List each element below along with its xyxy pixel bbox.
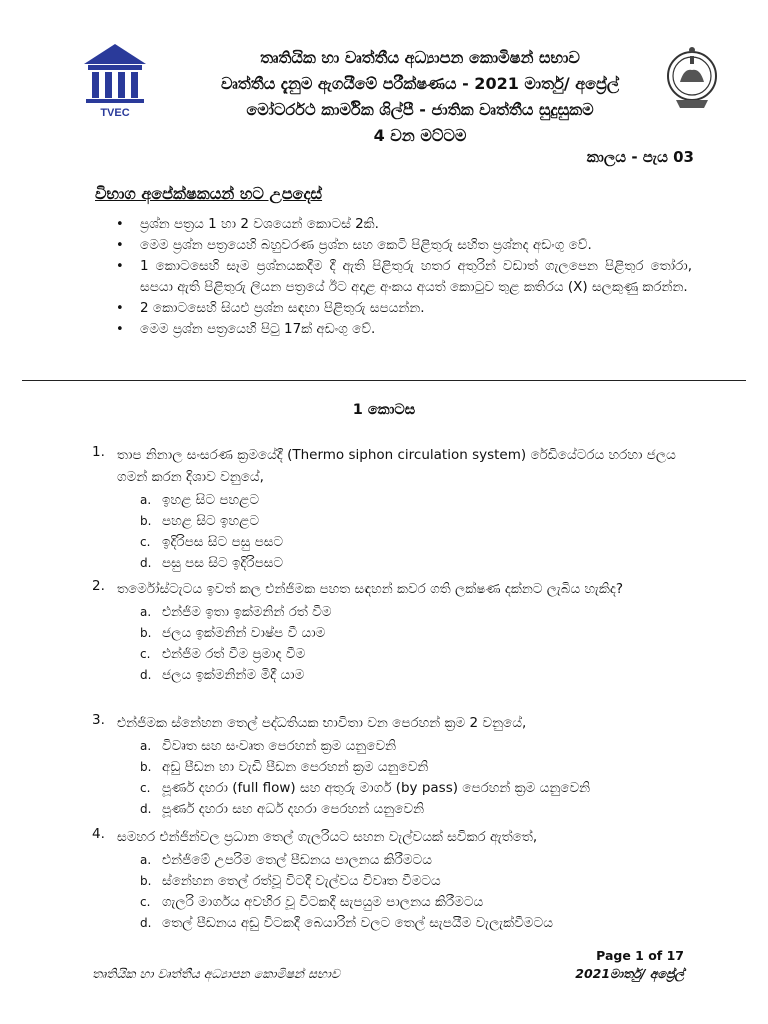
header-line-2: වෘත්තීය දැනුම ඇගයීමේ පරීක්ෂණය - 2021 මාර්තු/ අප්‍රේල්	[220, 74, 620, 93]
option: b. පහළ සිට ඉහළට	[140, 513, 260, 529]
header-line-1: තෘතියික හා වෘත්තීය අධ්‍යාපන කොමිෂන් සභාව	[260, 48, 580, 67]
option: d. පූර්ණ දහරා සහ අර්ධ දහරා පෙරහන් යනුවෙනි	[140, 801, 425, 817]
question-1	[92, 444, 702, 574]
question-number: 1.	[92, 444, 105, 460]
question-3	[92, 712, 702, 820]
option: b. අඩු පීඩන හා වැඩි පීඩන පෙරහන් ක්‍රම යනුවෙනි	[140, 759, 429, 775]
option: d. පසු පස සිට ඉදිරිපසට	[140, 555, 284, 571]
question-text: තර්මෝස්ටැටය ඉවත් කල එන්ජිමක පහත සඳහන් කවර ගති ලක්ෂණ දක්නට ලැබිය හැකිද?	[117, 581, 624, 597]
option: c. පූර්ණ දහරා (full flow) සහ අතුරු මාර්ග (by pass) පෙරහන් ක්‍රම යනුවෙනි	[140, 780, 591, 796]
question-number: 4.	[92, 826, 105, 842]
option: a. එන්ජිම ඉතා ඉක්මනින් රත් වීම	[140, 604, 332, 620]
option: b. ජලය ඉක්මනින් වාෂ්ප වී යාම	[140, 625, 326, 641]
logo-text: TVEC	[100, 107, 130, 119]
instructions-list	[112, 214, 692, 340]
question-number: 3.	[92, 712, 105, 728]
bullet-icon: •	[116, 238, 124, 253]
option: b. ස්නේහන තෙල් රත්වූ විටදී වැල්වය විවෘත වීමටය	[140, 873, 441, 889]
option: c. ඉදිරිපස සිට පසු පසට	[140, 534, 284, 550]
options-list	[92, 602, 702, 686]
options-list	[92, 850, 702, 934]
options-list	[92, 490, 702, 574]
header-line-4: 4 වන මට්ටම	[373, 126, 467, 145]
question-number: 2.	[92, 578, 105, 594]
option: d. තෙල් පීඩනය අඩු විටකදී බෙයාරින් වලට තෙල් සැපයීම වැලැක්වීමටය	[140, 915, 553, 931]
footer-date: 2021මාර්තු/ අප්‍රේල්	[575, 966, 684, 981]
instructions-title: විභාග අපේක්ෂකයන් හට උපදෙස්	[95, 184, 323, 203]
question-text: තාප නිනාල සංසරණ ක්‍රමයේදී (Thermo siphon circulation system) රේඩියේටරය හරහා ජලය ගමන් කරන දිශාව වනුයේ,	[117, 447, 676, 485]
footer-institution: තෘතියික හා වෘත්තීය අධ්‍යාපන කොමිෂන් සභාව	[92, 966, 340, 981]
question-text: සමහර එන්ජින්වල ප්‍රධාන තෙල් ගැලරියට සහන වැල්වයක් සවිකර ඇත්තේ,	[117, 829, 538, 845]
question-2	[92, 578, 702, 686]
header-line-3: මෝටර්රථ කාර්මික ශිල්පී - ජාතික වෘත්තීය සුදුසුකම	[246, 100, 594, 119]
instruction-item: • 1 කොටසෙහි සෑම ප්‍රශ්නයකදීම දී ඇති පිළිතුරු හතර අතුරින් වඩාත් ගැලපෙන පිළිතුර තෝරා, සපයා ඇති පිළිතුරු ලියන පත්‍රයේ ඊට අදාළ අංකය අයත් කොටුව තුළ කතිරය (X) සලකුණු කරන්න.	[116, 258, 692, 295]
question-4	[92, 826, 702, 934]
section-title: 1 කොටස	[352, 402, 416, 418]
divider	[22, 380, 746, 381]
option: c. එන්ජිම රත් වීම ප්‍රමාද වීම	[140, 646, 306, 662]
bullet-icon: •	[116, 322, 124, 337]
instruction-item: • මෙම ප්‍රශ්න පත්‍රයෙහි පිටු 17ක් අඩංගු වේ.	[112, 319, 692, 340]
option: d. ජලය ඉක්මනින්ම මිදී යාම	[140, 667, 305, 683]
option: a. විවෘත සහ සංවෘත පෙරහන් ක්‍රම යනුවෙනි	[140, 738, 397, 754]
options-list	[92, 736, 702, 820]
instruction-item: • මෙම ප්‍රශ්න පත්‍රයෙහි බහුවරණ ප්‍රශ්න සහ කෙටි පිළිතුරු සහිත ප්‍රශ්නද අඩංගු වේ.	[112, 235, 692, 256]
bullet-icon: •	[116, 301, 124, 316]
option: a. ඉහළ සිට පහළට	[140, 492, 260, 508]
option: a. එන්ජිමේ උපරිම තෙල් පීඩනය පාලනය කිරීමටය	[140, 852, 432, 868]
exam-duration: කාලය - පැය 03	[586, 148, 694, 166]
bullet-icon: •	[116, 217, 124, 232]
instruction-item: • ප්‍රශ්න පත්‍රය 1 හා 2 වශයෙන් කොටස් 2කි.	[112, 214, 692, 235]
page-number: Page 1 of 17	[596, 948, 684, 963]
bullet-icon: •	[116, 259, 124, 274]
question-text: එන්ජිමක ස්නේහන තෙල් පද්ධතියක භාවිතා වන පෙරහන් ක්‍රම 2 වනුයේ,	[117, 715, 527, 731]
option: c. ගැලරි මාර්ගය අවහිර වූ විටකදී සැපයුම පාලනය කිරීමටය	[140, 894, 484, 910]
tvec-logo	[80, 40, 150, 120]
instruction-item: • 2 කොටසෙහි සියළු ප්‍රශ්න සඳහා පිළිතුරු සපයන්න.	[112, 298, 692, 319]
